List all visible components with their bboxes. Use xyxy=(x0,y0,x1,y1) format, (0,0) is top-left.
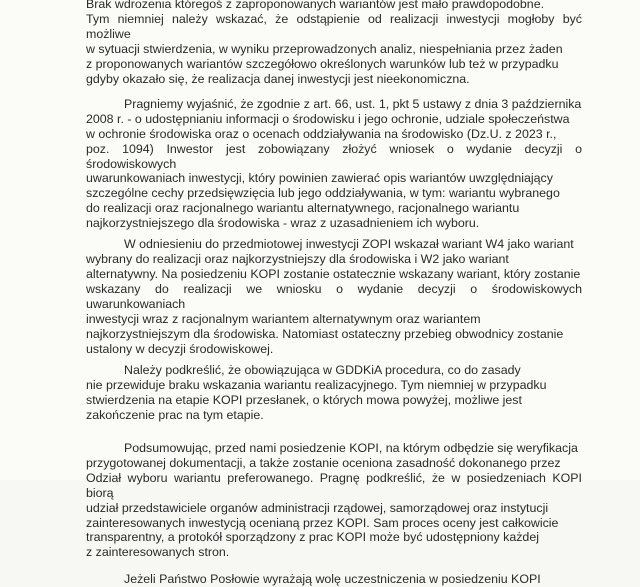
text-line: w sytuacji stwierdzenia, w wyniku przeprowadzonych analiz, niespełniania przez żaden xyxy=(86,41,563,56)
text-line: udział przedstawiciele organów administracji rządowej, samorządowej oraz instytucji xyxy=(86,500,549,515)
text-line: najkorzystniejszego dla środowiska - wraz z uzasadnieniem ich wyboru. xyxy=(86,216,480,231)
text-line: Jeżeli Państwo Posłowie wyrażają wolę uczestniczenia w posiedzeniu KOPI xyxy=(124,572,541,587)
paragraph-2 xyxy=(86,97,582,232)
paragraph-5 xyxy=(86,441,582,561)
text-line: uwarunkowaniach inwestycji, który powinien zawierać opis wariantów uwzględniający xyxy=(86,171,553,186)
text-line: najkorzystniejszym dla środowiska. Natomiast ostateczny przebieg obwodnicy zostanie xyxy=(86,327,564,342)
text-line: poz. 1094) Inwestor jest zobowiązany złożyć wniosek o wydanie decyzji o środowiskowych xyxy=(86,141,582,171)
text-line: Brak wdrożenia któregoś z zaproponowanych wariantów jest mało prawdopodobne. xyxy=(86,0,545,11)
text-line: z proponowanych wariantów szczegółowo określonych warunków lub też w przypadku xyxy=(86,56,559,71)
text-line: Należy podkreślić, że obowiązująca w GDDKiA procedura, co do zasady xyxy=(124,362,521,377)
text-line: nie przewiduje braku wskazania wariantu realizacyjnego. Tym niemniej w przypadku xyxy=(86,377,547,392)
text-line: ustalony w decyzji środowiskowej. xyxy=(86,341,274,356)
text-line: Pragniemy wyjaśnić, że zgodnie z art. 66, ust. 1, pkt 5 ustawy z dnia 3 października xyxy=(124,96,582,111)
text-line: Tym niemniej należy wskazać, że odstąpienie od realizacji inwestycji mogłoby być możliwe xyxy=(86,11,582,41)
text-line: stwierdzenia na etapie KOPI przesłanek, o których mowa powyżej, możliwe jest xyxy=(86,392,522,407)
text-line: wybrany do realizacji oraz najkorzystniejszy dla środowiska i W2 jako wariant xyxy=(86,252,509,267)
text-line: zainteresowanych inwestycją ocenianą przez KOPI. Sam proces oceny jest całkowicie xyxy=(86,515,559,530)
text-line: gdyby okazało się, że realizacja danej inwestycji jest nieekonomiczna. xyxy=(86,71,470,86)
text-line: W odniesieniu do przedmiotowej inwestycji ZOPI wskazał wariant W4 jako wariant xyxy=(124,237,574,252)
text-line: zakończenie prac na tym etapie. xyxy=(86,407,264,422)
paragraph-3 xyxy=(86,237,582,357)
letter-body xyxy=(86,0,582,587)
text-line: do realizacji oraz racjonalnego wariantu alternatywnego, racjonalnego wariantu xyxy=(86,201,520,216)
text-line: przygotowanej dokumentacji, a także zostanie oceniona zasadność dokonanego przez xyxy=(86,455,561,470)
text-line: wskazany do realizacji we wniosku o wydanie decyzji o środowiskowych uwarunkowaniach xyxy=(86,282,582,312)
paragraph-1 xyxy=(86,0,582,87)
text-line: z zainteresowanych stron. xyxy=(86,545,230,560)
text-line: transparentny, a protokół sporządzony z prac KOPI może być udostępniony każdej xyxy=(86,530,539,545)
text-line: 2008 r. - o udostępnianiu informacji o środowisku i jego ochronie, udziale społeczeństwa xyxy=(86,111,570,126)
text-line: szczególne cechy przedsięwzięcia lub jego oddziaływania, w tym: wariantu wybranego xyxy=(86,186,560,201)
text-line: Podsumowując, przed nami posiedzenie KOPI, na którym odbędzie się weryfikacja xyxy=(124,440,578,455)
text-line: alternatywny. Na posiedzeniu KOPI zostanie ostatecznie wskazany wariant, który zostanie xyxy=(86,267,581,282)
paragraph-6 xyxy=(86,572,582,587)
paragraph-4 xyxy=(86,363,582,423)
text-line: w ochronie środowiska oraz o ocenach oddziaływania na środowisko (Dz.U. z 2023 r., xyxy=(86,126,557,141)
text-line: Odział wyboru wariantu preferowanego. Pragnę podkreślić, że w posiedzeniach KOPI biorą xyxy=(86,470,582,500)
text-line: inwestycji wraz z racjonalnym wariantem alternatywnym oraz wariantem xyxy=(86,312,481,327)
